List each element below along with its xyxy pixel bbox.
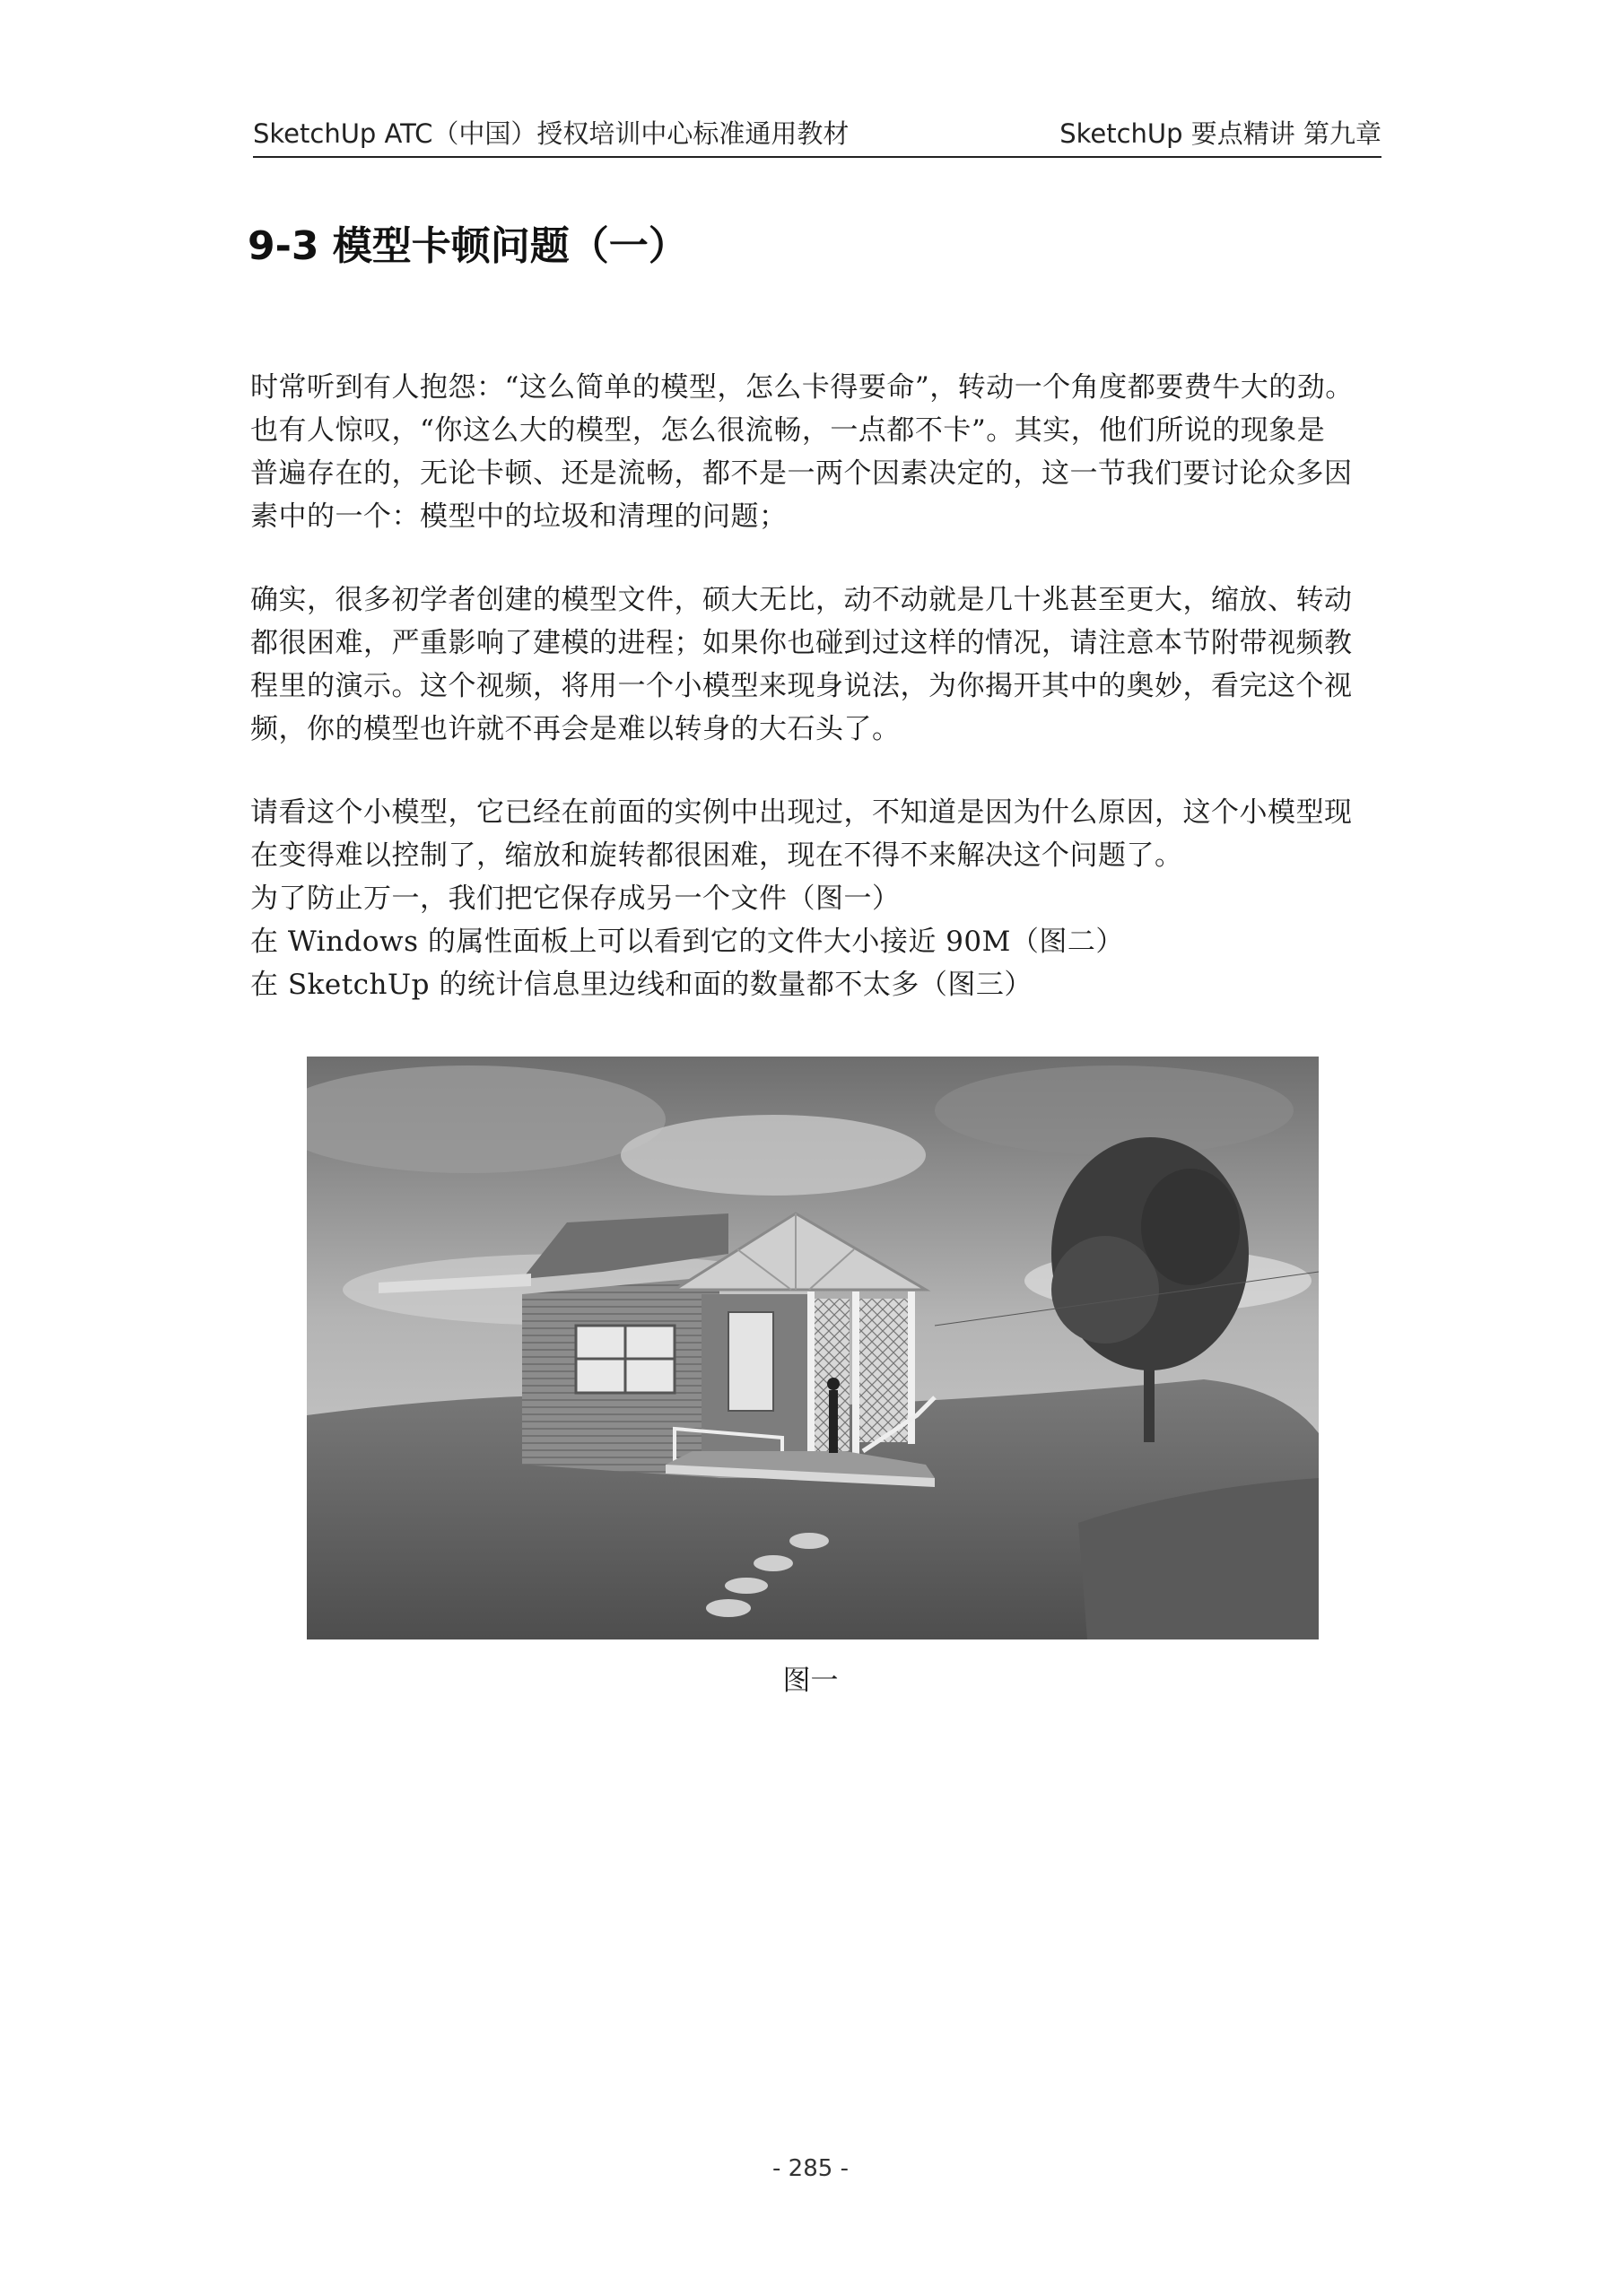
paragraph-3 [250,791,1381,1006]
page-header [253,115,1381,158]
page-number: - 285 - [772,2155,849,2182]
paragraph-line: 在 Windows 的属性面板上可以看到它的文件大小接近 90M（图二） [250,926,1124,958]
paragraph-line: 素中的一个：模型中的垃圾和清理的问题； [250,500,788,533]
paragraph-line: 确实，很多初学者创建的模型文件，硕大无比，动不动就是几十兆甚至更大，缩放、转动 [250,584,1353,616]
paragraph-line: 也有人惊叹，“你这么大的模型，怎么很流畅，一点都不卡”。其实，他们所说的现象是 [250,414,1326,447]
paragraph-line: 程里的演示。这个视频，将用一个小模型来现身说法，为你揭开其中的奥妙，看完这个视 [250,670,1353,702]
paragraph-line: 在变得难以控制了，缩放和旋转都很困难，现在不得不来解决这个问题了。 [250,839,1183,872]
paragraph-line: 普遍存在的，无论卡顿、还是流畅，都不是一两个因素决定的，这一节我们要讨论众多因 [250,457,1353,490]
section-title: 9-3 模型卡顿问题（一） [248,223,688,269]
paragraph-line: 请看这个小模型，它已经在前面的实例中出现过，不知道是因为什么原因，这个小模型现 [250,796,1353,829]
paragraph-2 [250,578,1381,751]
figure-house-model [307,1057,1319,1639]
paragraph-line: 频，你的模型也许就不再会是难以转身的大石头了。 [250,713,901,745]
paragraph-line: 在 SketchUp 的统计信息里边线和面的数量都不太多（图三） [250,969,1033,1001]
paragraph-line: 都很困难，严重影响了建模的进程；如果你也碰到过这样的情况，请注意本节附带视频教 [250,627,1353,659]
house-model-illustration [307,1057,1319,1639]
header-book-title: SketchUp ATC（中国）授权培训中心标准通用教材 [253,118,850,149]
figure-caption: 图一 [782,1665,839,1697]
paragraph-line: 为了防止万一，我们把它保存成另一个文件（图一） [250,883,901,915]
header-chapter-title: SketchUp 要点精讲 第九章 [1059,118,1381,149]
paragraph-1 [250,366,1381,538]
paragraph-line: 时常听到有人抱怨：“这么简单的模型，怎么卡得要命”，转动一个角度都要费牛大的劲。 [250,371,1354,404]
